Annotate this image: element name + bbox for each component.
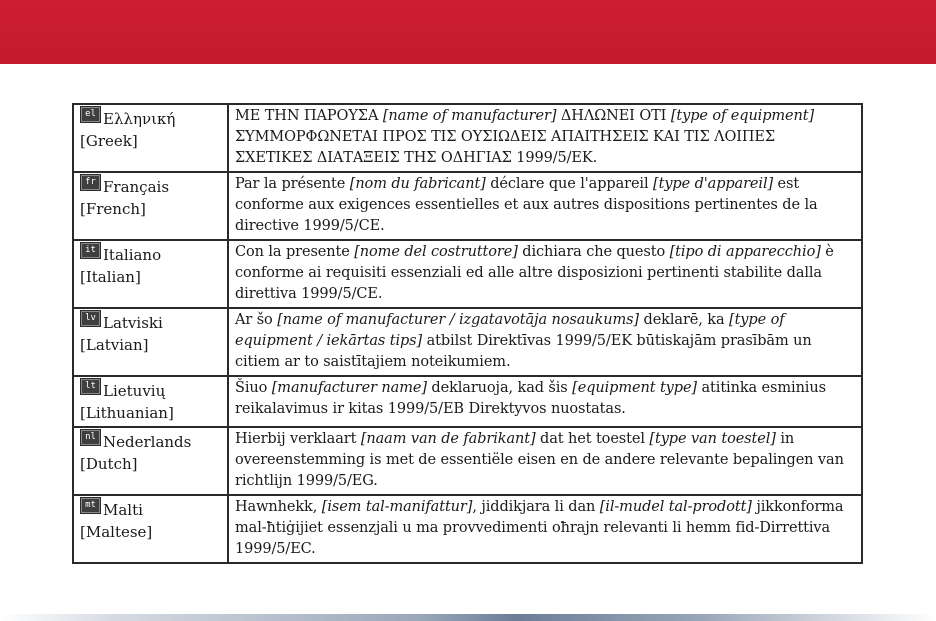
placeholder-text: [il-mudel tal-prodott] — [599, 499, 752, 515]
declaration-segment: déclare que l'appareil — [485, 176, 654, 192]
placeholder-text: [naam van de fabrikant] — [360, 431, 536, 447]
placeholder-text: [name of manufacturer / izgatavotāja nosaukums] — [277, 312, 639, 328]
language-cell — [73, 376, 228, 427]
placeholder-text: [tipo di apparecchio] — [669, 244, 821, 260]
language-code-badge: fr — [80, 174, 101, 191]
declaration-segment: deklarē, ka — [639, 312, 730, 328]
placeholder-text: [equipment type] — [572, 380, 697, 396]
language-code-badge: lt — [80, 378, 101, 395]
placeholder-text: [nom du fabricant] — [349, 176, 486, 192]
declaration-segment: ΜΕ ΤΗΝ ΠΑΡΟΥΣΑ — [235, 108, 383, 124]
declaration-segment: Par la présente — [235, 176, 350, 192]
declaration-segment: in overeenstemming is met de essentiële eisen en de andere relevante bepalingen van richtlijn 1999/5/EG. — [235, 431, 844, 489]
declaration-segment: atitinka esminius reikalavimus ir kitas 1999/5/EB Direktyvos nuostatas. — [235, 380, 826, 417]
placeholder-text: [type d'appareil] — [653, 176, 774, 192]
declaration-segment: Ar šo — [235, 312, 278, 328]
language-cell — [73, 308, 228, 376]
declaration-segment: est conforme aux exigences essentielles et aux autres dispositions pertinentes de la directive 1999/5/CE. — [235, 176, 818, 234]
language-name: Lietuvių — [103, 382, 166, 400]
declaration-segment: è conforme ai requisiti essenziali ed alle altre disposizioni pertinenti stabilite dalla direttiva 1999/5/CE. — [235, 244, 834, 302]
placeholder-text: [nome del costruttore] — [354, 244, 518, 260]
declaration-text — [228, 240, 862, 308]
declaration-text — [228, 427, 862, 495]
language-name: Nederlands — [103, 433, 192, 451]
language-code-badge: nl — [80, 429, 101, 446]
placeholder-text: [isem tal-manifattur] — [321, 499, 473, 515]
table-row — [73, 427, 862, 495]
language-code-badge: mt — [80, 497, 101, 514]
declaration-segment: Hawnhekk, — [235, 499, 322, 515]
declaration-segment: ΔΗΛΩΝΕΙ ΟΤΙ — [556, 108, 671, 124]
language-name: Italiano — [103, 246, 162, 264]
declaration-segment: Con la presente — [235, 244, 355, 260]
placeholder-text: [type van toestel] — [649, 431, 776, 447]
declaration-segment: Hierbij verklaart — [235, 431, 361, 447]
footer-band — [0, 614, 936, 621]
language-cell — [73, 427, 228, 495]
placeholder-text: [type of equipment / iekārtas tips] — [235, 312, 785, 349]
table-row — [73, 104, 862, 172]
table-row — [73, 308, 862, 376]
declaration-segment: jikkonforma mal-ħtiġijiet essenzjali u ma provvedimenti oħrajn relevanti li hemm fid-Dirrettiva 1999/5/EC. — [235, 499, 844, 557]
placeholder-text: [type of equipment] — [670, 108, 815, 124]
language-english-name: [Maltese] — [80, 523, 153, 541]
declaration-table-body — [73, 104, 862, 563]
language-name: Ελληνική — [103, 110, 176, 128]
declaration-text — [228, 172, 862, 240]
language-english-name: [Latvian] — [80, 336, 149, 354]
table-row — [73, 495, 862, 563]
language-english-name: [Dutch] — [80, 455, 138, 473]
declaration-table — [72, 103, 863, 564]
language-code-badge: el — [80, 106, 101, 123]
language-name: Malti — [103, 501, 143, 519]
declaration-text — [228, 308, 862, 376]
language-name: Français — [103, 178, 170, 196]
header-band — [0, 0, 936, 64]
language-cell — [73, 495, 228, 563]
declaration-segment: dichiara che questo — [517, 244, 670, 260]
placeholder-text: [name of manufacturer] — [382, 108, 557, 124]
table-row — [73, 376, 862, 427]
declaration-text — [228, 495, 862, 563]
declaration-text — [228, 376, 862, 427]
language-code-badge: lv — [80, 310, 101, 327]
language-english-name: [Greek] — [80, 132, 138, 150]
declaration-segment: , jiddikjara li dan — [472, 499, 600, 515]
table-row — [73, 172, 862, 240]
placeholder-text: [manufacturer name] — [271, 380, 427, 396]
declaration-segment: atbilst Direktīvas 1999/5/EK būtiskajām prasībām un citiem ar to saistītajiem noteikumiem. — [235, 333, 812, 370]
declaration-segment: Šiuo — [235, 380, 272, 396]
language-cell — [73, 172, 228, 240]
table-row — [73, 240, 862, 308]
language-english-name: [Italian] — [80, 268, 141, 286]
declaration-segment: ΣΥΜΜΟΡΦΩΝΕΤΑΙ ΠΡΟΣ ΤΙΣ ΟΥΣΙΩΔΕΙΣ ΑΠΑΙΤΗΣΕΙΣ ΚΑΙ ΤΙΣ ΛΟΙΠΕΣ ΣΧΕΤΙΚΕΣ ΔΙΑΤΑΞΕΙΣ ΤΗΣ ΟΔΗΓΙΑΣ 1999/5/ΕΚ. — [235, 129, 776, 166]
language-cell — [73, 104, 228, 172]
declaration-segment: deklaruoja, kad šis — [426, 380, 573, 396]
language-code-badge: it — [80, 242, 101, 259]
declaration-text — [228, 104, 862, 172]
language-cell — [73, 240, 228, 308]
language-english-name: [French] — [80, 200, 146, 218]
language-english-name: [Lithuanian] — [80, 404, 174, 422]
language-name: Latviski — [103, 314, 163, 332]
declaration-segment: dat het toestel — [535, 431, 650, 447]
